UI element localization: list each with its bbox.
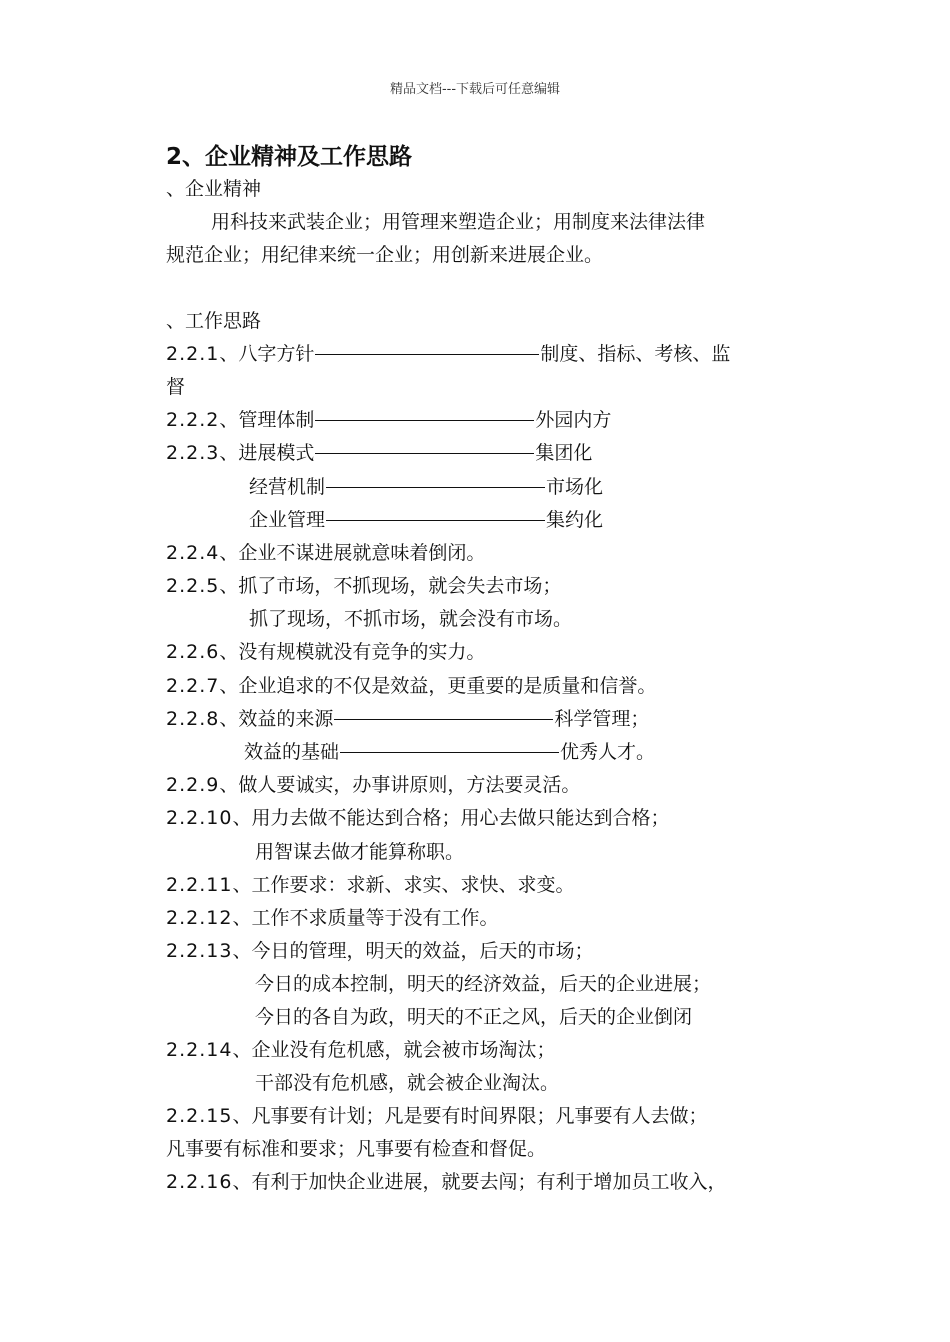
item-text: 、没有规模就没有竞争的实力。 bbox=[219, 641, 486, 663]
item-label: 经营机制 bbox=[249, 476, 326, 498]
list-item bbox=[166, 942, 593, 961]
item-text: 、企业不谋进展就意味着倒闭。 bbox=[219, 542, 486, 564]
list-item-continuation: 用智谋去做才能算称职。 bbox=[255, 841, 465, 863]
list-item bbox=[166, 1041, 555, 1060]
spirit-paragraph-line: 规范企业；用纪律来统一企业；用创新来进展企业。 bbox=[166, 244, 604, 266]
item-label: 、管理体制 bbox=[219, 409, 315, 431]
item-number: 2.2.13 bbox=[166, 940, 233, 962]
list-item-continuation: 干部没有危机感，就会被企业淘汰。 bbox=[255, 1072, 560, 1094]
item-text: 、企业追求的不仅是效益，更重要的是质量和信誉。 bbox=[219, 675, 657, 697]
item-text: 、有利于加快企业进展，就要去闯；有利于增加员工收入， bbox=[232, 1171, 727, 1193]
list-item bbox=[166, 1173, 726, 1192]
item-number: 2.2.3 bbox=[166, 442, 220, 464]
list-item bbox=[166, 411, 611, 430]
item-number: 2.2.6 bbox=[166, 641, 220, 663]
section-title: 2、企业精神及工作思路 bbox=[166, 144, 413, 170]
item-number: 2.2.11 bbox=[166, 874, 233, 896]
list-item bbox=[166, 444, 592, 463]
dash-line bbox=[315, 354, 539, 355]
item-number: 2.2.7 bbox=[166, 675, 220, 697]
item-label: 、进展模式 bbox=[219, 442, 315, 464]
item-label: 效益的基础 bbox=[244, 741, 340, 763]
list-item bbox=[166, 345, 730, 364]
item-text: 、抓了市场，不抓现场，就会失去市场； bbox=[219, 575, 562, 597]
item-text: 、凡事要有计划；凡是要有时间界限；凡事要有人去做； bbox=[232, 1105, 708, 1127]
item-number: 2.2.16 bbox=[166, 1171, 233, 1193]
item-text: 、做人要诚实，办事讲原则，方法要灵活。 bbox=[219, 774, 581, 796]
item-number: 2.2.12 bbox=[166, 907, 233, 929]
list-item bbox=[166, 710, 649, 729]
spirit-heading: 、企业精神 bbox=[166, 178, 262, 200]
item-text: 、工作要求：求新、求实、求快、求变。 bbox=[232, 874, 575, 896]
item-number: 2.2.8 bbox=[166, 708, 220, 730]
list-item-continuation: 督 bbox=[166, 376, 186, 398]
list-item bbox=[166, 909, 498, 928]
dash-line bbox=[315, 453, 534, 454]
dash-line bbox=[334, 719, 553, 720]
list-item bbox=[166, 677, 656, 696]
list-item bbox=[166, 577, 561, 596]
item-value: 市场化 bbox=[546, 476, 604, 498]
list-item bbox=[166, 1107, 707, 1126]
item-label: 、八字方针 bbox=[219, 343, 315, 365]
list-item-continuation bbox=[244, 743, 655, 762]
spirit-paragraph-line: 用科技来武装企业；用管理来塑造企业；用制度来法律法律 bbox=[211, 211, 706, 233]
item-number: 2.2.14 bbox=[166, 1039, 233, 1061]
item-number: 2.2.15 bbox=[166, 1105, 233, 1127]
item-text: 、工作不求质量等于没有工作。 bbox=[232, 907, 499, 929]
item-number: 2.2.2 bbox=[166, 409, 220, 431]
item-text: 、今日的管理，明天的效益，后天的市场； bbox=[232, 940, 594, 962]
dash-line bbox=[326, 520, 545, 521]
list-item-continuation: 抓了现场，不抓市场，就会没有市场。 bbox=[249, 608, 573, 630]
item-number: 2.2.5 bbox=[166, 575, 220, 597]
dash-line bbox=[315, 420, 534, 421]
item-value: 制度、指标、考核、监 bbox=[540, 343, 731, 365]
list-item-continuation bbox=[249, 511, 603, 530]
item-value: 外园内方 bbox=[535, 409, 612, 431]
list-item-continuation bbox=[249, 478, 603, 497]
thinking-heading: 、工作思路 bbox=[166, 310, 262, 332]
item-value: 优秀人才。 bbox=[560, 741, 656, 763]
item-number: 2.2.1 bbox=[166, 343, 220, 365]
page-header: 精品文档---下载后可任意编辑 bbox=[389, 82, 561, 97]
dash-line bbox=[340, 752, 559, 753]
item-text: 、用力去做不能达到合格；用心去做只能达到合格； bbox=[232, 807, 670, 829]
list-item-continuation: 今日的各自为政，明天的不正之风，后天的企业倒闭 bbox=[255, 1006, 693, 1028]
list-item-continuation: 今日的成本控制，明天的经济效益，后天的企业进展； bbox=[255, 973, 712, 995]
item-number: 2.2.4 bbox=[166, 542, 220, 564]
item-text: 、企业没有危机感，就会被市场淘汰； bbox=[232, 1039, 556, 1061]
item-value: 集约化 bbox=[546, 509, 604, 531]
list-item bbox=[166, 776, 580, 795]
list-item-continuation: 凡事要有标准和要求；凡事要有检查和督促。 bbox=[166, 1138, 547, 1160]
item-value: 科学管理； bbox=[554, 708, 650, 730]
list-item bbox=[166, 544, 485, 563]
item-number: 2.2.9 bbox=[166, 774, 220, 796]
list-item bbox=[166, 643, 485, 662]
item-number: 2.2.10 bbox=[166, 807, 233, 829]
item-label: 、效益的来源 bbox=[219, 708, 334, 730]
list-item bbox=[166, 809, 669, 828]
item-value: 集团化 bbox=[535, 442, 593, 464]
item-label: 企业管理 bbox=[249, 509, 326, 531]
list-item bbox=[166, 876, 574, 895]
dash-line bbox=[326, 487, 545, 488]
